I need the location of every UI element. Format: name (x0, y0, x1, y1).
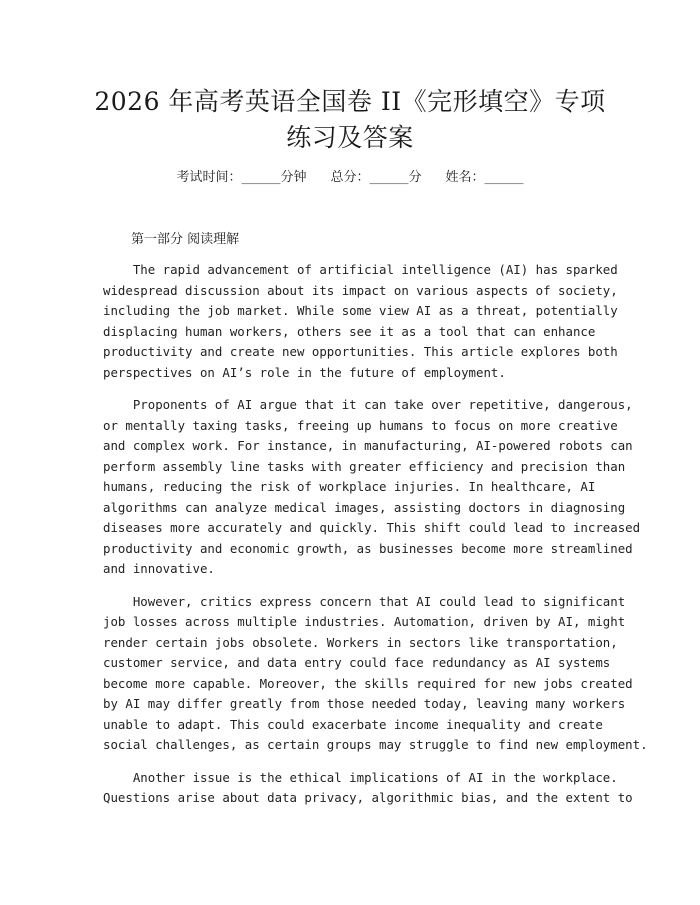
text-line: displacing human workers, others see it as a tool that can enhance (103, 323, 596, 339)
text-line: productivity and create new opportunities. This article explores both (103, 344, 618, 359)
text-line: and innovative. (103, 561, 215, 576)
exam-meta (0, 168, 700, 188)
text-line: perform assembly line tasks with greater efficiency and precision than (103, 458, 626, 474)
text-line: The rapid advancement of artificial intelligence (AI) has sparked (103, 262, 618, 277)
exam-time: 考试时间：______分钟 (176, 170, 307, 185)
text-line: algorithms can analyze medical images, assisting doctors in diagnosing (103, 499, 626, 515)
paragraph-1 (103, 260, 618, 383)
article-body (103, 260, 648, 821)
text-line: social challenges, as certain groups may struggle to find new employment. (103, 737, 648, 752)
text-line: unable to adapt. This could exacerbate income inequality and create (103, 716, 603, 732)
exam-score: 总分：______分 (330, 170, 422, 185)
paragraph-2 (103, 395, 641, 580)
text-line: Proponents of AI argue that it can take over repetitive, dangerous, (103, 397, 633, 412)
text-line: job losses across multiple industries. Automation, driven by AI, might (103, 614, 626, 629)
title-line-1: 2026 年高考英语全国卷 II《完形填空》专项 (94, 87, 606, 116)
text-line: However, critics express concern that AI could lead to significant (103, 593, 626, 609)
section-heading: 第一部分 阅读理解 (131, 232, 240, 247)
text-line: Another issue is the ethical implications of AI in the workplace. (103, 769, 618, 785)
text-line: by AI may differ greatly from those needed today, leaving many workers (103, 696, 626, 711)
text-line: and complex work. For instance, in manufacturing, AI-powered robots can (103, 438, 633, 453)
paragraph-3 (103, 592, 648, 756)
text-line: Questions arise about data privacy, algorithmic bias, and the extent to (103, 790, 633, 805)
text-line: customer service, and data entry could face redundancy as AI systems (103, 655, 611, 670)
exam-name: 姓名：______ (445, 170, 524, 185)
text-line: render certain jobs obsolete. Workers in sectors like transportation, (103, 634, 618, 650)
text-line: become more capable. Moreover, the skills required for new jobs created (103, 675, 633, 691)
title-line-2: 练习及答案 (286, 123, 414, 152)
paragraph-4 (103, 768, 633, 809)
text-line: including the job market. While some view AI as a threat, potentially (103, 303, 618, 318)
text-line: perspectives on AI’s role in the future of employment. (103, 364, 506, 380)
text-line: or mentally taxing tasks, freeing up humans to focus on more creative (103, 417, 618, 433)
text-line: diseases more accurately and quickly. This shift could lead to increased (103, 520, 641, 535)
text-line: widespread discussion about its impact on various aspects of society, (103, 282, 618, 298)
text-line: productivity and economic growth, as businesses become more streamlined (103, 540, 633, 556)
text-line: humans, reducing the risk of workplace injuries. In healthcare, AI (103, 479, 596, 494)
